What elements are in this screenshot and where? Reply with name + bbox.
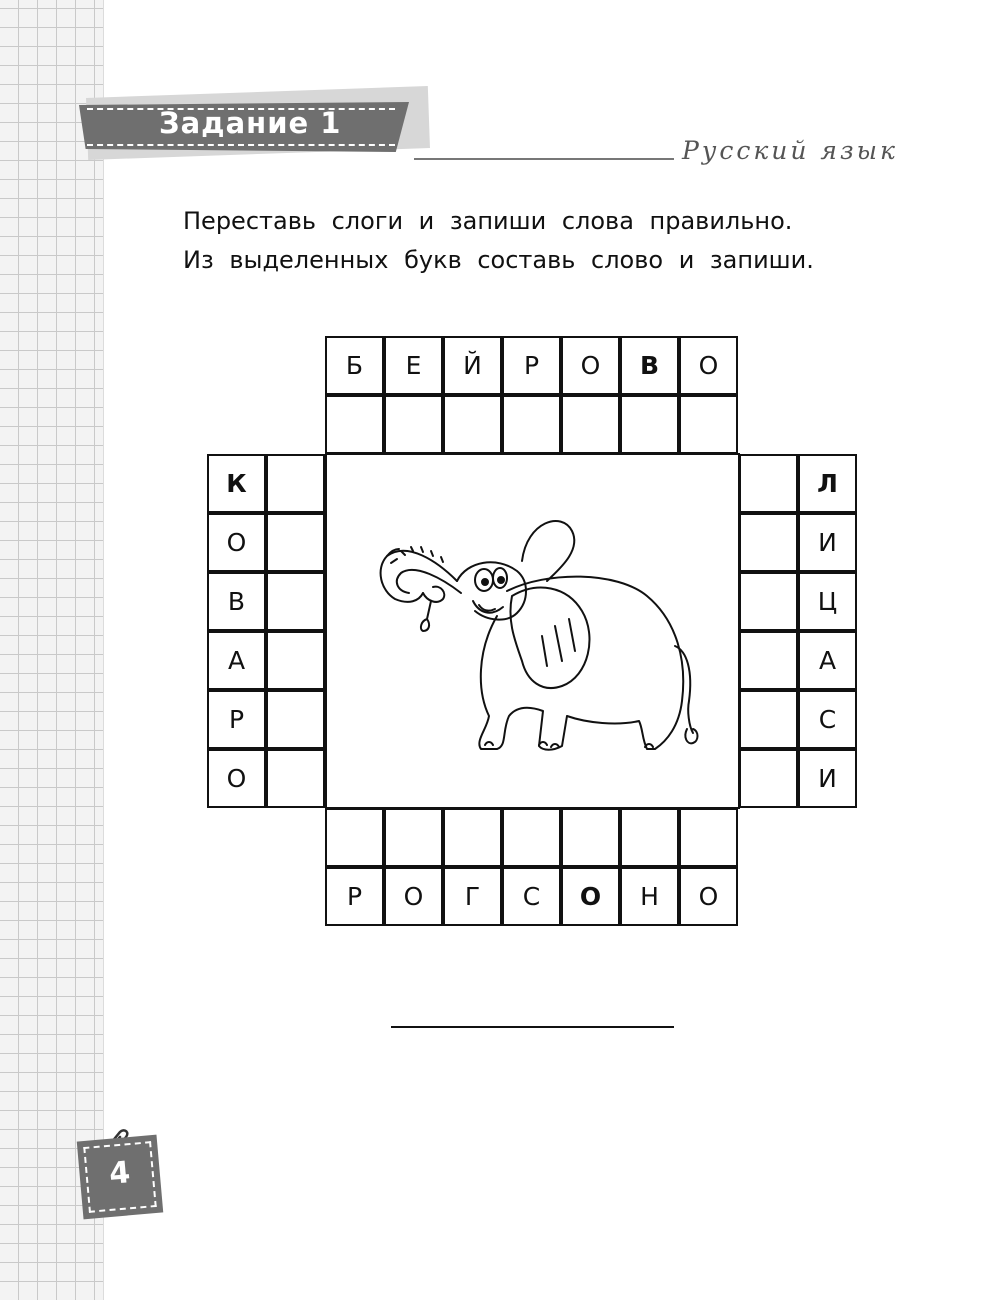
top-letter-cell: В — [620, 336, 679, 395]
right-answer-cell[interactable] — [739, 749, 798, 808]
bottom-letter-cell: Н — [620, 867, 679, 926]
top-answer-cell[interactable] — [443, 395, 502, 454]
left-answer-cell[interactable] — [266, 454, 325, 513]
bottom-answer-cell[interactable] — [679, 808, 738, 867]
task-title: Задание 1 — [159, 106, 342, 140]
right-answer-cell[interactable] — [739, 454, 798, 513]
bottom-answer-cell[interactable] — [384, 808, 443, 867]
right-letter-cell: И — [798, 749, 857, 808]
page-number-tag — [77, 1135, 163, 1220]
subject-label: Русский язык — [682, 136, 898, 165]
right-answer-cell[interactable] — [739, 631, 798, 690]
left-letter-cell: Р — [207, 690, 266, 749]
right-answer-cell[interactable] — [739, 513, 798, 572]
left-answer-cell[interactable] — [266, 749, 325, 808]
left-letter-cell: О — [207, 513, 266, 572]
top-answer-cell[interactable] — [679, 395, 738, 454]
left-answer-cell[interactable] — [266, 690, 325, 749]
bottom-letter-cell: С — [502, 867, 561, 926]
top-answer-cell[interactable] — [502, 395, 561, 454]
bottom-letter-cell: Р — [325, 867, 384, 926]
right-letter-cell: И — [798, 513, 857, 572]
instructions — [183, 202, 899, 280]
bottom-answer-cell[interactable] — [561, 808, 620, 867]
top-answer-cell[interactable] — [325, 395, 384, 454]
bottom-letter-cell: О — [561, 867, 620, 926]
top-letter-cell: О — [561, 336, 620, 395]
subject-rule — [414, 158, 674, 160]
bottom-letter-cell: О — [679, 867, 738, 926]
right-letter-cell: Л — [798, 454, 857, 513]
instruction-line-2: Из выделенных букв составь слово и запиши. — [183, 246, 814, 274]
left-answer-cell[interactable] — [266, 572, 325, 631]
elephant-picture — [357, 501, 707, 761]
top-letter-cell: О — [679, 336, 738, 395]
answer-line[interactable] — [391, 1026, 674, 1028]
bottom-answer-cell[interactable] — [502, 808, 561, 867]
task-banner — [75, 86, 435, 176]
left-letter-cell: О — [207, 749, 266, 808]
left-answer-cell[interactable] — [266, 631, 325, 690]
right-answer-cell[interactable] — [739, 690, 798, 749]
side-grid-decoration — [0, 0, 103, 1300]
bottom-answer-cell[interactable] — [325, 808, 384, 867]
top-letter-cell: Й — [443, 336, 502, 395]
left-answer-cell[interactable] — [266, 513, 325, 572]
bottom-letter-cell: О — [384, 867, 443, 926]
top-answer-cell[interactable] — [620, 395, 679, 454]
bottom-letter-cell: Г — [443, 867, 502, 926]
bottom-answer-cell[interactable] — [443, 808, 502, 867]
left-letter-cell: А — [207, 631, 266, 690]
right-letter-cell: А — [798, 631, 857, 690]
picture-box — [325, 453, 740, 809]
right-letter-cell: Ц — [798, 572, 857, 631]
bottom-answer-cell[interactable] — [620, 808, 679, 867]
page-number: 4 — [107, 1155, 132, 1192]
left-letter-cell: К — [207, 454, 266, 513]
right-answer-cell[interactable] — [739, 572, 798, 631]
top-answer-cell[interactable] — [561, 395, 620, 454]
top-letter-cell: Б — [325, 336, 384, 395]
top-letter-cell: Р — [502, 336, 561, 395]
left-letter-cell: В — [207, 572, 266, 631]
side-edge — [103, 0, 104, 1300]
top-letter-cell: Е — [384, 336, 443, 395]
instruction-line-1: Переставь слоги и запиши слова правильно. — [183, 207, 793, 235]
right-letter-cell: С — [798, 690, 857, 749]
top-answer-cell[interactable] — [384, 395, 443, 454]
